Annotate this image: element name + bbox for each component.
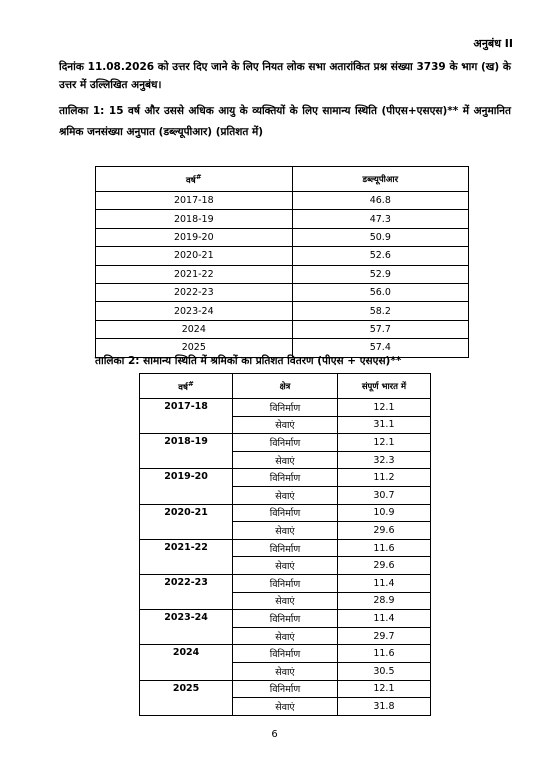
sector-cell: सेवाएं [233,698,338,716]
table1-caption: तालिका 1: 15 वर्ष और उससे अधिक आयु के व्यक्तियों के लिए सामान्य स्थिति (पीएस+एसएस)** में अनुमानित श्रमिक जनसंख्या अनुपात (डब्ल्यूपीआर) (प्रतिशत में) [59,105,511,138]
table-row [96,283,469,301]
table1-body [96,192,469,358]
value-cell: 10.9 [337,504,430,522]
table-row [96,320,469,338]
year-cell: 2022-23 [140,574,233,609]
year-cell: 2021-22 [96,265,293,283]
table-row [140,680,431,698]
value-cell: 11.6 [337,539,430,557]
table2-header-row [140,374,431,399]
table2-header-year: वर्ष# [140,374,233,399]
sector-cell: सेवाएं [233,592,338,610]
table1-header-year: वर्ष# [96,167,293,192]
page-number: 6 [271,729,278,740]
sector-cell: विनिर्माण [233,469,338,487]
sector-cell: सेवाएं [233,662,338,680]
year-cell: 2025 [96,339,293,357]
table-row [140,504,431,522]
table2-body [140,399,431,716]
year-cell: 2017-18 [96,192,293,210]
year-cell: 2019-20 [96,228,293,246]
table-row [96,192,469,210]
table-row [140,574,431,592]
sector-cell: विनिर्माण [233,399,338,417]
wpr-value-cell: 52.6 [292,247,468,265]
table-row [140,610,431,628]
sector-cell: विनिर्माण [233,539,338,557]
table-row [96,210,469,228]
sector-cell: विनिर्माण [233,645,338,663]
year-cell: 2023-24 [96,302,293,320]
wpr-value-cell: 46.8 [292,192,468,210]
table2-header-sector: क्षेत्र [233,374,338,399]
table-row [140,434,431,452]
table-row [140,469,431,487]
value-cell: 29.6 [337,522,430,540]
value-cell: 12.1 [337,399,430,417]
year-cell: 2018-19 [140,434,233,469]
wpr-value-cell: 58.2 [292,302,468,320]
sector-cell: सेवाएं [233,557,338,575]
sector-cell: विनिर्माण [233,680,338,698]
intro-paragraph: दिनांक 11.08.2026 को उत्तर दिए जाने के लिए नियत लोक सभा अतारांकित प्रश्न संख्या 3739 के भाग (ख) के उत्तर में उल्लिखित अनुबंध। [59,61,511,91]
wpr-value-cell: 56.0 [292,283,468,301]
wpr-value-cell: 50.9 [292,228,468,246]
table-row [96,228,469,246]
value-cell: 31.8 [337,698,430,716]
year-cell: 2018-19 [96,210,293,228]
table-row [140,539,431,557]
sector-cell: विनिर्माण [233,434,338,452]
table2-caption: तालिका 2: सामान्य स्थिति में श्रमिकों का प्रतिशत वितरण (पीएस + एसएस)** [95,355,402,367]
table2-header-value: संपूर्ण भारत में [337,374,430,399]
wpr-table [95,166,469,358]
value-cell: 12.1 [337,434,430,452]
value-cell: 30.5 [337,662,430,680]
value-cell: 30.7 [337,486,430,504]
sector-cell: विनिर्माण [233,574,338,592]
value-cell: 32.3 [337,451,430,469]
value-cell: 28.9 [337,592,430,610]
year-cell: 2020-21 [96,247,293,265]
sector-cell: सेवाएं [233,522,338,540]
wpr-value-cell: 57.4 [292,339,468,357]
value-cell: 11.2 [337,469,430,487]
year-cell: 2024 [96,320,293,338]
worker-distribution-table [139,373,431,716]
value-cell: 11.4 [337,610,430,628]
table-row [96,265,469,283]
sector-cell: सेवाएं [233,451,338,469]
table1-header-wpr: डब्ल्यूपीआर [292,167,468,192]
value-cell: 29.6 [337,557,430,575]
table-row [96,247,469,265]
value-cell: 11.4 [337,574,430,592]
table-row [140,399,431,417]
table-row [96,302,469,320]
value-cell: 12.1 [337,680,430,698]
year-cell: 2017-18 [140,399,233,434]
value-cell: 31.1 [337,416,430,434]
sector-cell: सेवाएं [233,486,338,504]
sector-cell: विनिर्माण [233,504,338,522]
annex-label: अनुबंध II [473,37,513,50]
year-cell: 2019-20 [140,469,233,504]
year-cell: 2020-21 [140,504,233,539]
sector-cell: सेवाएं [233,627,338,645]
year-cell: 2021-22 [140,539,233,574]
table-row [140,645,431,663]
year-cell: 2025 [140,680,233,715]
value-cell: 29.7 [337,627,430,645]
year-cell: 2024 [140,645,233,680]
wpr-value-cell: 57.7 [292,320,468,338]
value-cell: 11.6 [337,645,430,663]
year-cell: 2023-24 [140,610,233,645]
wpr-value-cell: 47.3 [292,210,468,228]
sector-cell: विनिर्माण [233,610,338,628]
table1-header-row [96,167,469,192]
year-cell: 2022-23 [96,283,293,301]
wpr-value-cell: 52.9 [292,265,468,283]
sector-cell: सेवाएं [233,416,338,434]
